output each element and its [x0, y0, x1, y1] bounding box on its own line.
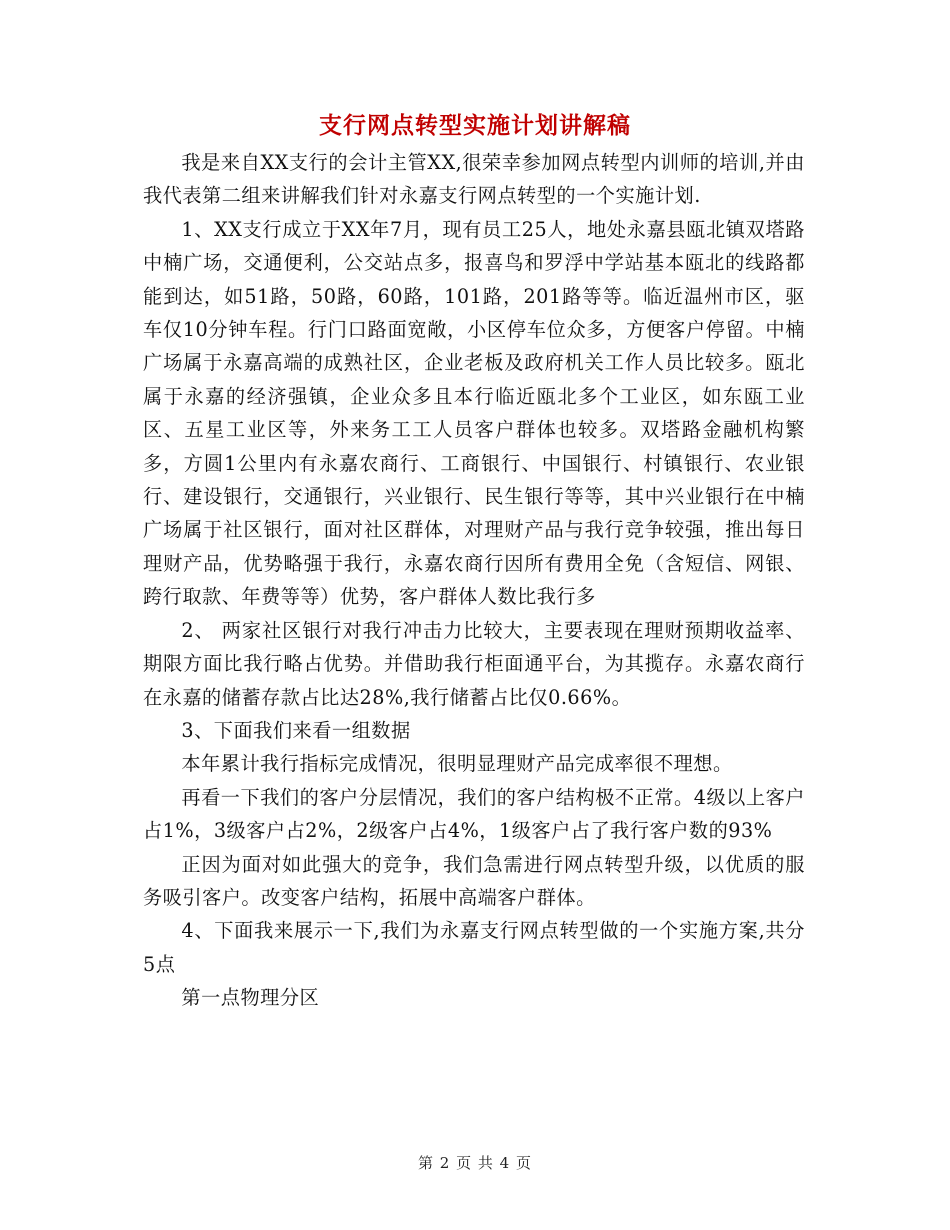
- paragraph-indicators: 本年累计我行指标完成情况，很明显理财产品完成率很不理想。: [181, 752, 733, 776]
- document-body: [143, 146, 805, 1015]
- paragraph-intro: 我是来自XX支行的会计主管XX,很荣幸参加网点转型内训师的培训,并由我代表第二组来讲解我们针对永嘉支行网点转型的一个实施计划.: [143, 151, 805, 208]
- paragraph-customer-tiers: 再看一下我们的客户分层情况，我们的客户结构极不正常。4级以上客户占1%，3级客户占2%，2级客户占4%，1级客户占了我行客户数的93%: [143, 785, 805, 843]
- paragraph-upgrade-need: 正因为面对如此强大的竞争，我们急需进行网点转型升级，以优质的服务吸引客户。改变客户结构，拓展中高端客户群体。: [143, 852, 805, 909]
- paragraph-data-intro: 3、下面我们来看一组数据: [181, 718, 411, 742]
- paragraph-competition: 2、 两家社区银行对我行冲击力比较大，主要表现在理财预期收益率、期限方面比我行略占优势。并借助我行柜面通平台，为其揽存。永嘉农商行在永嘉的储蓄存款占比达28%,我行储蓄占比仅0.66%。: [143, 618, 805, 709]
- paragraph-point-one: 第一点物理分区: [181, 986, 320, 1010]
- paragraph-branch-overview: 1、XX支行成立于XX年7月，现有员工25人，地处永嘉县瓯北镇双塔路中楠广场，交通便利，公交站点多，报喜鸟和罗浮中学站基本瓯北的线路都能到达，如51路，50路，60路，101路，201路等等。临近温州市区，驱车仅10分钟车程。行门口路面宽敞，小区停车位众多，方便客户停留。中楠广场属于永嘉高端的成熟社区，企业老板及政府机关工作人员比较多。瓯北属于永嘉的经济强镇，企业众多且本行临近瓯北多个工业区，如东瓯工业区、五星工业区等，外来务工工人员客户群体也较多。双塔路金融机构繁多，方圆1公里内有永嘉农商行、工商银行、中国银行、村镇银行、农业银行、建设银行，交通银行，兴业银行、民生银行等等，其中兴业银行在中楠广场属于社区银行，面对社区群体，对理财产品与我行竞争较强，推出每日理财产品，优势略强于我行，永嘉农商行因所有费用全免（含短信、网银、跨行取款、年费等等）优势，客户群体人数比我行多: [143, 217, 805, 609]
- document-title: 支行网点转型实施计划讲解稿: [319, 112, 631, 139]
- page-number-footer: 第 2 页 共 4 页: [418, 1154, 532, 1172]
- paragraph-plan-intro: 4、下面我来展示一下,我们为永嘉支行网点转型做的一个实施方案,共分5点: [143, 919, 805, 976]
